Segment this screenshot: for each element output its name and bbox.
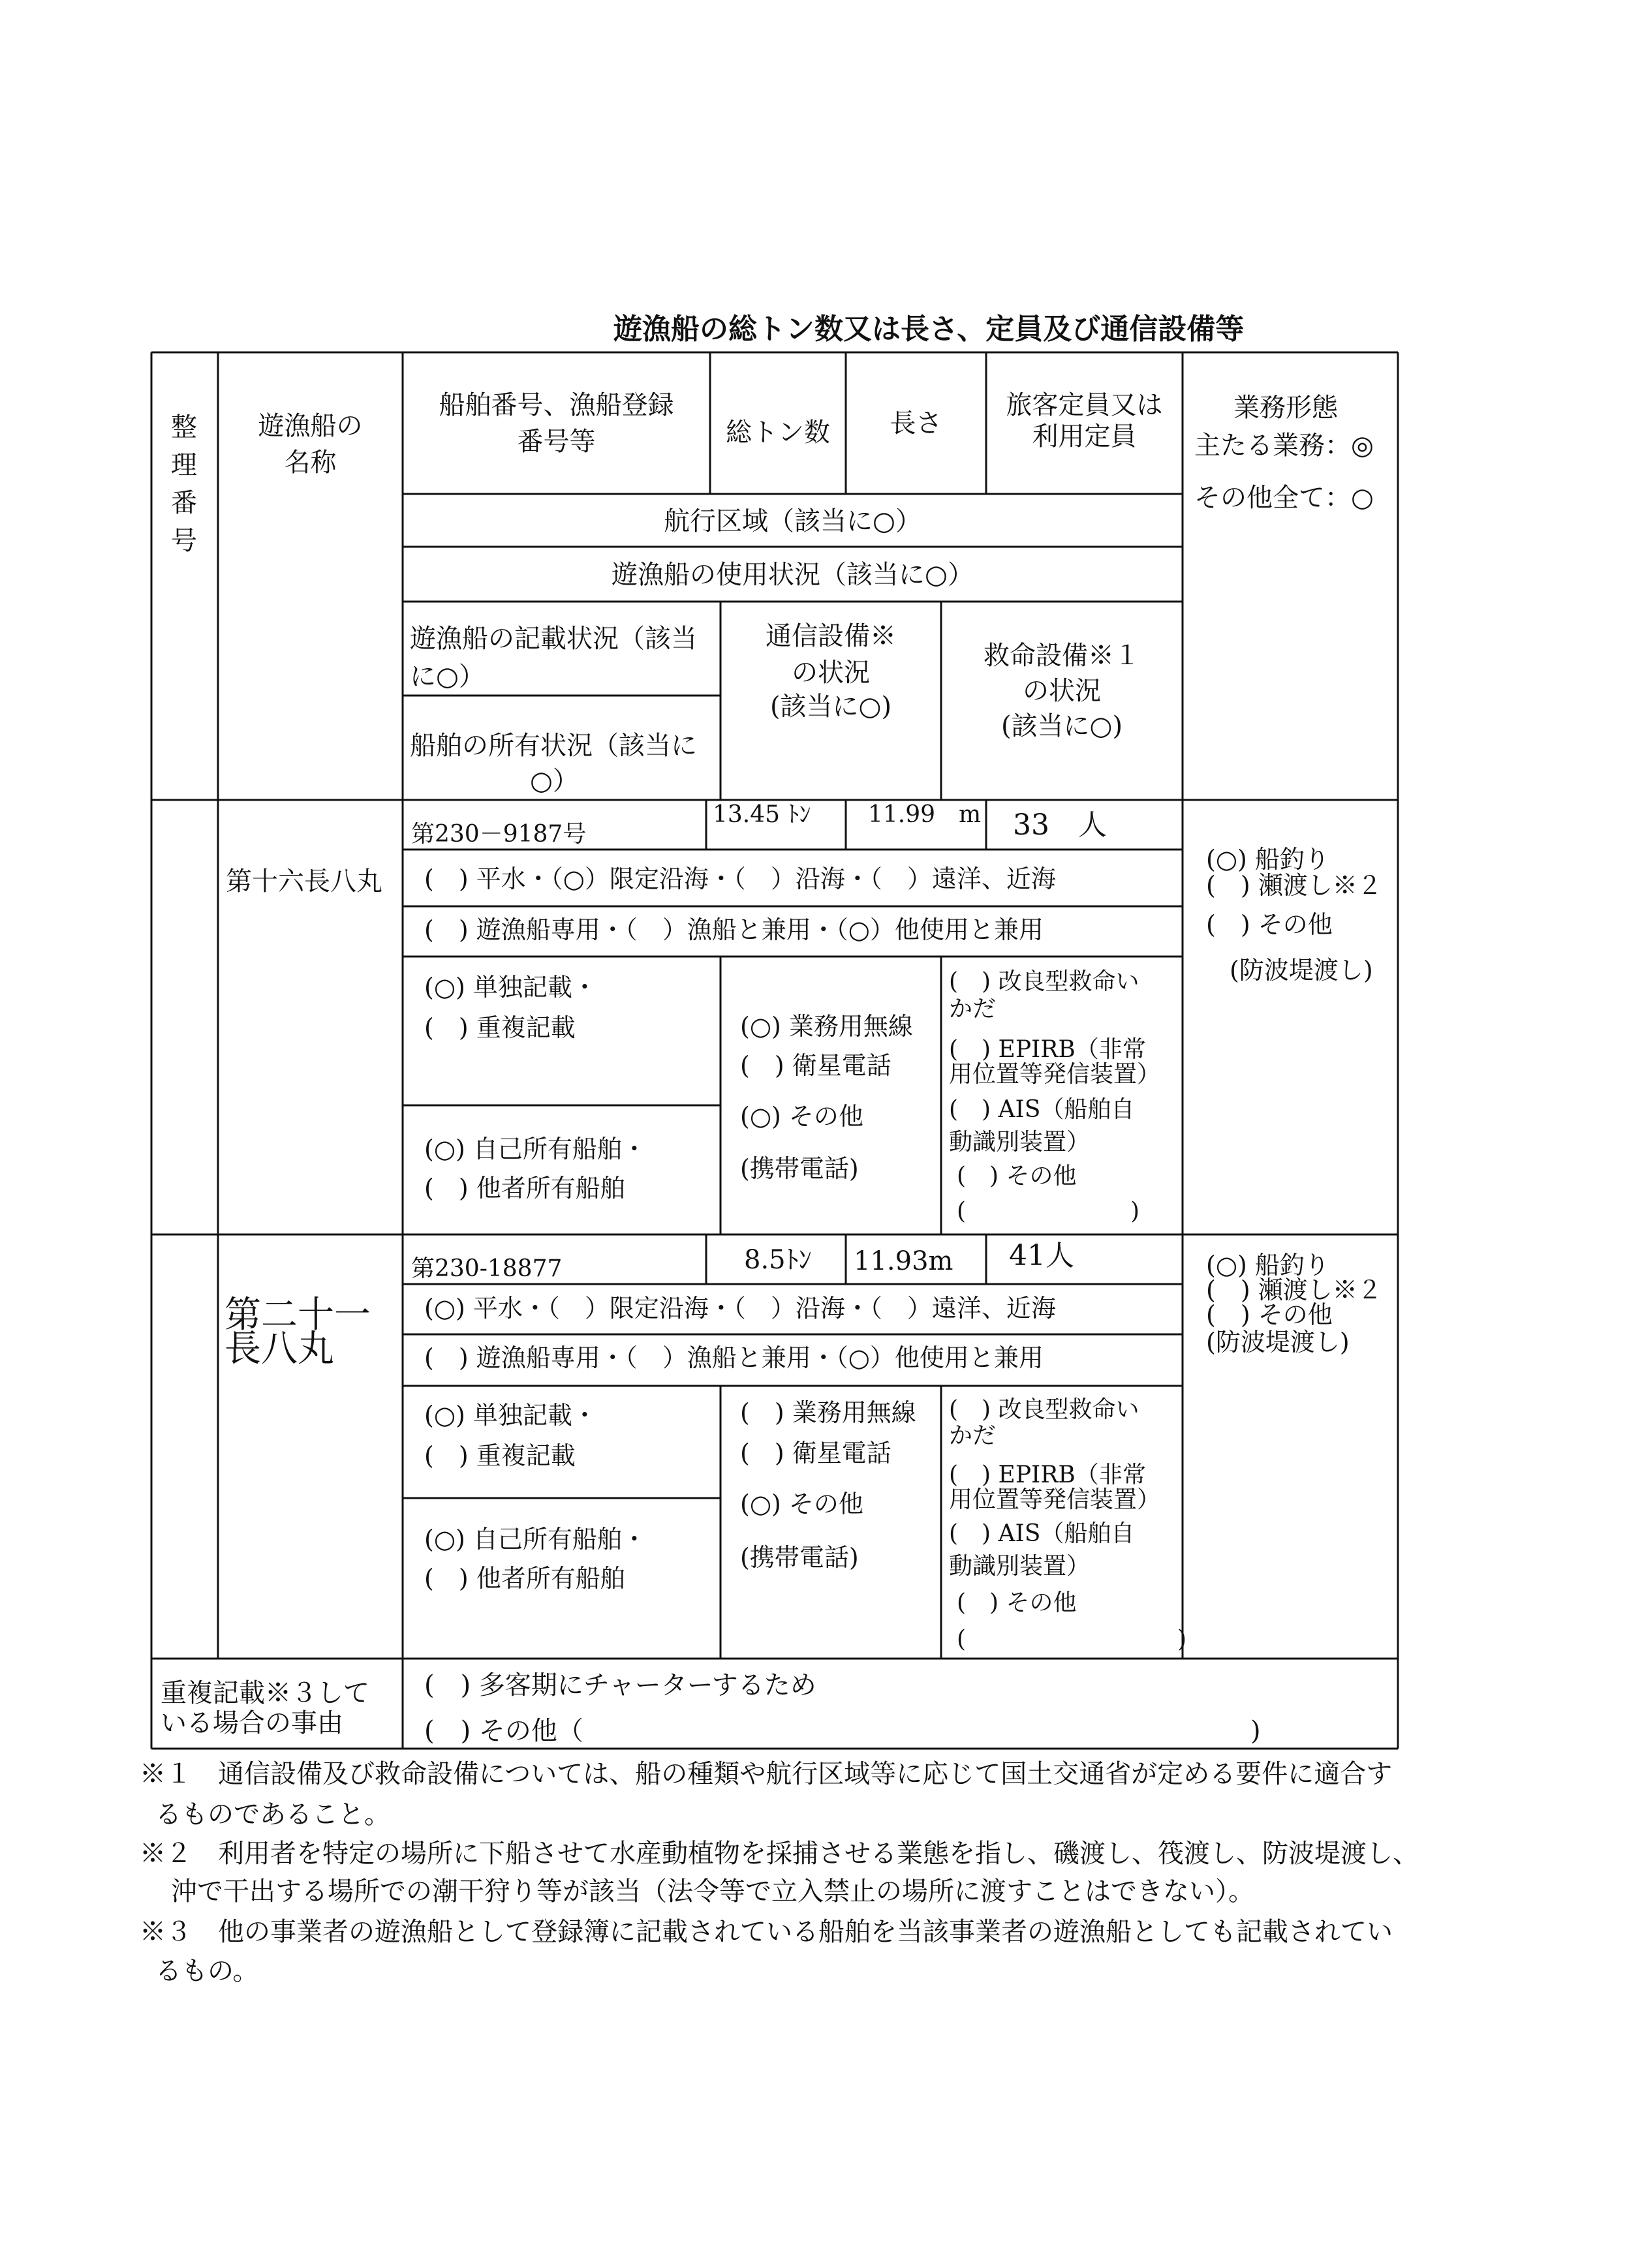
duplicate-option: ( ) 多客期にチャーターするため [424, 1670, 816, 1700]
vessel-number: 第230-18877 [411, 1255, 563, 1282]
vessel-capacity: 33 人 [1013, 808, 1107, 842]
footnote-line: るものであること。 [155, 1800, 390, 1830]
footnote-line: 沖で干出する場所での潮干狩り等が該当（法令等で立入禁止の場所に渡すことはできない）。 [171, 1877, 1254, 1907]
footnote-line: ※１ 通信設備及び救命設備については、船の種類や航行区域等に応じて国土交通省が定める要件に適合す [140, 1759, 1393, 1789]
vessel-name: 第十六長八丸 [226, 866, 382, 896]
footnote-line: ※３ 他の事業者の遊漁船として登録簿に記載されている船舶を当該事業者の遊漁船としても記載されてい [140, 1917, 1393, 1947]
vessel-area: ( ) 平水・（○）限定沿海・（ ）沿海・（ ）遠洋、近海 [424, 865, 1056, 893]
vessel-length: 11.99 m [868, 801, 982, 828]
vessel-usage: ( ) 遊漁船専用・（ ）漁船と兼用・（○）他使用と兼用 [424, 915, 1044, 944]
duplicate-option: ( ) その他（ [424, 1716, 583, 1746]
header-length: 長さ [890, 408, 942, 438]
duplicate-close: ) [1250, 1716, 1261, 1746]
header-area: 航行区域（該当に○） [664, 506, 922, 536]
footnote-line: ※２ 利用者を特定の場所に下船させて水産動植物を採捕させる業態を指し、磯渡し、筏渡し、防波堤渡し、 [140, 1839, 1419, 1869]
page-title: 遊漁船の総トン数又は長さ、定員及び通信設備等 [613, 313, 1245, 346]
vessel-usage: ( ) 遊漁船専用・（ ）漁船と兼用・（○）他使用と兼用 [424, 1343, 1044, 1372]
vessel-tonnage: 13.45 ﾄﾝ [713, 801, 811, 828]
footnote-line: るもの。 [155, 1956, 259, 1986]
header-gross-tonnage: 総トン数 [726, 418, 830, 448]
vessel-area: (○) 平水・（ ）限定沿海・（ ）沿海・（ ）遠洋、近海 [424, 1294, 1056, 1323]
vessel-number: 第230－9187号 [411, 821, 587, 848]
vessel-capacity: 41人 [1009, 1239, 1074, 1272]
header-usage: 遊漁船の使用状況（該当に○） [612, 560, 974, 590]
vessel-length: 11.93m [854, 1246, 953, 1276]
vessel-tonnage: 8.5ﾄﾝ [744, 1245, 812, 1275]
